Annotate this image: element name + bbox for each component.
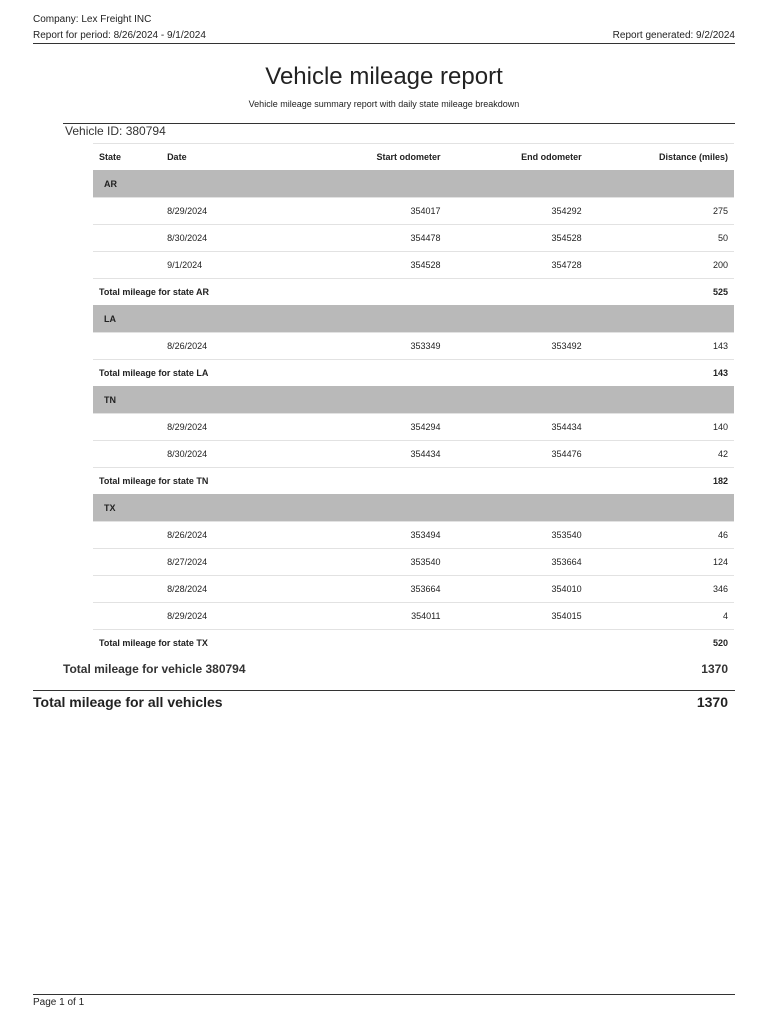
state-cell-empty [93,414,161,441]
state-subtotal-value: 143 [588,360,734,387]
date-cell: 8/28/2024 [161,576,287,603]
end-odometer-cell: 354434 [447,414,588,441]
start-odometer-cell: 353494 [287,522,447,549]
start-odometer-cell: 354528 [287,252,447,279]
header-divider [33,43,735,44]
table-row [93,603,734,630]
end-odometer-cell: 354528 [447,225,588,252]
page-number: Page 1 of 1 [33,997,85,1008]
column-header-start-odometer: Start odometer [287,144,447,171]
table-row [93,333,734,360]
state-subtotal-label: Total mileage for state LA [93,360,588,387]
column-header-distance: Distance (miles) [588,144,734,171]
end-odometer-cell: 353492 [447,333,588,360]
distance-cell: 42 [588,441,734,468]
vehicle-total-label: Total mileage for vehicle 380794 [63,662,246,676]
state-subtotal-value: 520 [588,630,734,657]
start-odometer-cell: 354478 [287,225,447,252]
distance-cell: 140 [588,414,734,441]
date-cell: 8/26/2024 [161,333,287,360]
table-row [93,549,734,576]
end-odometer-cell: 354476 [447,441,588,468]
vehicle-total-value: 1370 [701,662,728,676]
grand-total-label: Total mileage for all vehicles [33,694,223,710]
distance-cell: 143 [588,333,734,360]
report-title: Vehicle mileage report [265,63,503,90]
state-cell-empty [93,549,161,576]
table-row [93,198,734,225]
grand-total-value: 1370 [696,694,728,710]
state-cell-empty [93,522,161,549]
state-subtotal-row [93,360,734,387]
distance-cell: 275 [588,198,734,225]
end-odometer-cell: 353540 [447,522,588,549]
state-cell-empty [93,225,161,252]
date-cell: 8/27/2024 [161,549,287,576]
state-subtotal-label: Total mileage for state AR [93,279,588,306]
state-subtotal-label: Total mileage for state TX [93,630,588,657]
state-name: AR [93,171,734,198]
start-odometer-cell: 354011 [287,603,447,630]
footer-divider [33,994,735,995]
state-cell-empty [93,603,161,630]
start-odometer-cell: 353540 [287,549,447,576]
state-subtotal-value: 182 [588,468,734,495]
date-cell: 8/30/2024 [161,225,287,252]
table-row [93,576,734,603]
company-name: Company: Lex Freight INC [33,14,152,25]
distance-cell: 4 [588,603,734,630]
state-subtotal-row [93,468,734,495]
report-period: Report for period: 8/26/2024 - 9/1/2024 [33,30,206,41]
distance-cell: 200 [588,252,734,279]
distance-cell: 50 [588,225,734,252]
end-odometer-cell: 354292 [447,198,588,225]
column-header-end-odometer: End odometer [447,144,588,171]
state-group-header [93,495,734,522]
table-row [93,522,734,549]
state-cell-empty [93,333,161,360]
end-odometer-cell: 354015 [447,603,588,630]
state-group-header [93,171,734,198]
report-subtitle: Vehicle mileage summary report with daily state mileage breakdown [248,99,520,109]
state-subtotal-row [93,630,734,657]
state-cell-empty [93,252,161,279]
report-generated-date: Report generated: 9/2/2024 [612,30,735,41]
vehicle-id: Vehicle ID: 380794 [65,124,166,138]
state-name: TX [93,495,734,522]
state-name: TN [93,387,734,414]
start-odometer-cell: 354294 [287,414,447,441]
start-odometer-cell: 353349 [287,333,447,360]
distance-cell: 124 [588,549,734,576]
start-odometer-cell: 354017 [287,198,447,225]
date-cell: 8/29/2024 [161,198,287,225]
state-cell-empty [93,441,161,468]
date-cell: 9/1/2024 [161,252,287,279]
state-group-header [93,306,734,333]
end-odometer-cell: 354010 [447,576,588,603]
date-cell: 8/30/2024 [161,441,287,468]
table-row [93,441,734,468]
date-cell: 8/29/2024 [161,603,287,630]
state-cell-empty [93,576,161,603]
start-odometer-cell: 354434 [287,441,447,468]
end-odometer-cell: 353664 [447,549,588,576]
date-cell: 8/29/2024 [161,414,287,441]
distance-cell: 346 [588,576,734,603]
column-header-state: State [93,144,161,171]
state-group-header [93,387,734,414]
column-header-date: Date [161,144,287,171]
distance-cell: 46 [588,522,734,549]
state-subtotal-label: Total mileage for state TN [93,468,588,495]
state-subtotal-row [93,279,734,306]
grand-total-divider [33,690,735,691]
table-header-row [93,144,734,171]
start-odometer-cell: 353664 [287,576,447,603]
state-subtotal-value: 525 [588,279,734,306]
state-name: LA [93,306,734,333]
state-cell-empty [93,198,161,225]
table-row [93,252,734,279]
table-row [93,414,734,441]
table-row [93,225,734,252]
mileage-table [93,143,734,656]
date-cell: 8/26/2024 [161,522,287,549]
end-odometer-cell: 354728 [447,252,588,279]
